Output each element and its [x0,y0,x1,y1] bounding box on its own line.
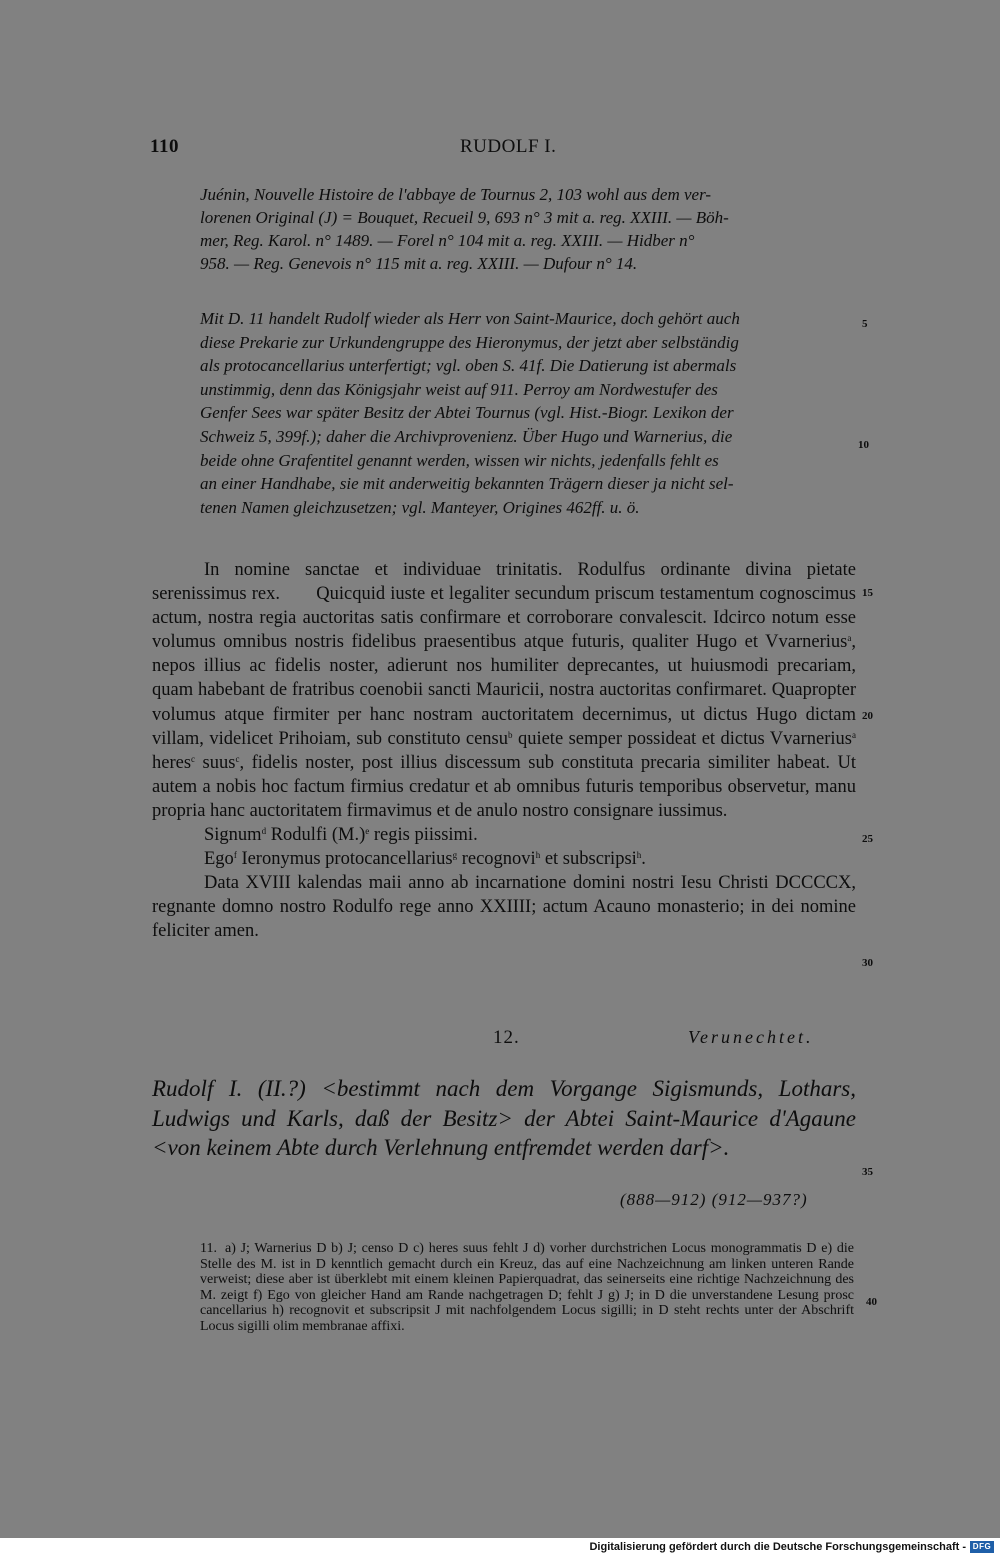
footnote-mark: h [636,850,642,861]
preliminary-remarks [200,183,856,275]
footnote-mark: c [191,753,196,764]
line-number: 10 [858,439,869,451]
recognition-text: Ego [204,849,234,870]
commentary-line: Genfer Sees war später Besitz der Abtei Tournus (vgl. Hist.-Biogr. Lexikon der [200,403,734,423]
footnotes [200,1241,854,1335]
footnote-mark: b [508,729,513,740]
signum-text: Signum [204,825,262,846]
footnote-mark: d [261,826,267,837]
signum-text: regis piissimi. [369,825,478,846]
preliminary-line: 958. — Reg. Genevois n° 115 mit a. reg. XXIII. — Dufour n° 14. [200,254,638,273]
recognition-text: . [641,849,646,870]
dispositio: quiete semper possideat et dictus Vvarnerius [512,728,852,749]
corroboratio: , fidelis noster, post illius discessum sub constituta precaria similiter habeat. Ut autem a nobis hoc factum firmius credatur et ab omnibus futuris temporibus observetur, manu propria hanc auctoritatem firmavimus et de anulo nostro consignare iussimus. [152,752,857,821]
preliminary-line: lorenen Original (J) = Bouquet, Recueil 9, 693 n° 3 mit a. reg. XXIII. — Böh- [200,208,729,227]
line-number: 40 [866,1296,877,1308]
line-number: 35 [862,1166,873,1178]
document-number: 12. [493,1027,520,1048]
preliminary-line: Juénin, Nouvelle Histoire de l'abbaye de Tournus 2, 103 wohl aus dem ver- [200,185,712,204]
signum-line [152,823,856,847]
footer-credit: Digitalisierung gefördert durch die Deutsche Forschungsgemeinschaft - [589,1541,966,1553]
commentary-line: an einer Handhabe, sie mit anderweitig bekannten Trägern dieser ja nicht sel- [200,474,734,494]
footnote-mark: a [847,633,852,644]
recognition-text: recognovi [457,849,536,870]
commentary-line: tenen Namen gleichzusetzen; vgl. Manteyer, Origines 462ff. u. ö. [200,497,640,517]
narratio: , nepos illius ac fidelis noster, adierunt nos humiliter deprecantes, ut huiusmodi precariam, quam habebant de fratribus coenobii sancti Mauricii, nostra auctoritas confirmaret. Quapropter volumus atque firmiter per hanc nostram auctoritatem decernimus, ut dictus Hugo dictam villam, videlicet Prihoiam, sub constituto censu [152,632,856,749]
line-number: 5 [862,318,868,330]
arenga: Quicquid iuste et legaliter secundum priscum testamentum cognoscimus actum, nostra regia auctoritas satis confirmare et corroborare convalescit. Idcirco notum esse volumus omnibus nostris fidelibus praesentibus atque futuris, qualiter Hugo et Vvarnerius [152,584,856,653]
footnote-mark: c [235,753,240,764]
footer-bar [0,1538,1000,1557]
invocatio: In nomine sanctae et individuae trinitatis. Rodulfus ordinante divina pietate serenissimus rex. [152,560,856,605]
recognition-line [152,847,856,871]
dispositio: suus [195,752,236,773]
line-number: 15 [862,587,873,599]
preliminary-line: mer, Reg. Karol. n° 1489. — Forel n° 104 mit a. reg. XXIII. — Hidber n° [200,231,695,250]
footnotes-text: a) J; Warnerius D b) J; censo D c) heres suus fehlt J d) vorher durchstrichen Locus monogrammatis D e) die Stelle des M. ist in D kenntlich gemacht durch ein Kreuz, das auf eine Nachzeichnung am linken unteren Rande verweist; diese aber ist überklebt mit einem kleinen Papierquadrat, das seinerseits eine richtige Nachzeichnung des M. zeigt f) Ego von gleicher Hand am Rande nachgetragen D; fehlt J g) J; in D die unverstandene Lesung prosc cancellarius h) recognovit et subscripsit J mit nachfolgendem Locus sigilli; in D steht rechts unter der Abschrift Locus sigilli olim membranae affixi. [200,1241,854,1334]
running-title: RUDOLF I. [460,136,557,157]
footnotes-number: 11. [200,1241,217,1256]
commentary-line: unstimmig, denn das Königsjahr weist auf 911. Perroy am Nordwestufer des [200,379,718,399]
commentary-line: als protocancellarius unterfertigt; vgl. oben S. 41f. Die Datierung ist abermals [200,356,737,376]
footnote-mark: f [233,850,237,861]
commentary [200,307,856,519]
commentary-line: Mit D. 11 handelt Rudolf wieder als Herr von Saint-Maurice, doch gehört auch [200,309,740,328]
footnote-mark: h [535,850,541,861]
document-status: Verunechtet. [688,1027,814,1047]
footnote-mark: e [365,826,370,837]
footnote-mark: g [452,850,458,861]
document-dating: (888—912) (912—937?) [620,1190,808,1209]
line-number: 25 [862,833,873,845]
dating-clause: Data XVIII kalendas maii anno ab incarnatione domini nostri Iesu Christi DCCCCX, regnante domno nostro Rodulfo rege anno XXIIII; actum Acauno monasterio; in dei nomine feliciter amen. [152,873,856,942]
document-text [152,558,856,944]
page-number: 110 [150,136,179,157]
line-number: 20 [862,710,873,722]
charter-text [152,558,856,823]
commentary-line: Schweiz 5, 399f.); daher die Archivprovenienz. Über Hugo und Warnerius, die [200,426,733,446]
commentary-line: diese Prekarie zur Urkundengruppe des Hieronymus, der jetzt aber selbständig [200,332,739,352]
footnote-mark: a [852,729,856,740]
line-number: 30 [862,957,873,969]
signum-text: Rodulfi (M.) [266,825,366,846]
dfg-logo: DFG [970,1541,994,1553]
recognition-text: Ieronymus protocancellarius [236,849,453,870]
commentary-line: beide ohne Grafentitel genannt werden, wissen wir nichts, jedenfalls fehlt es [200,450,719,470]
dispositio: heres [152,752,192,773]
recognition-text: et subscripsi [540,849,637,870]
regest: Rudolf I. (II.?) <bestimmt nach dem Vorgange Sigismunds, Lothars, Ludwigs und Karls, daß der Besitz> der Abtei Saint-Maurice d'Agaune <von keinem Abte durch Verlehnung entfremdet werden darf>. [152,1076,856,1160]
